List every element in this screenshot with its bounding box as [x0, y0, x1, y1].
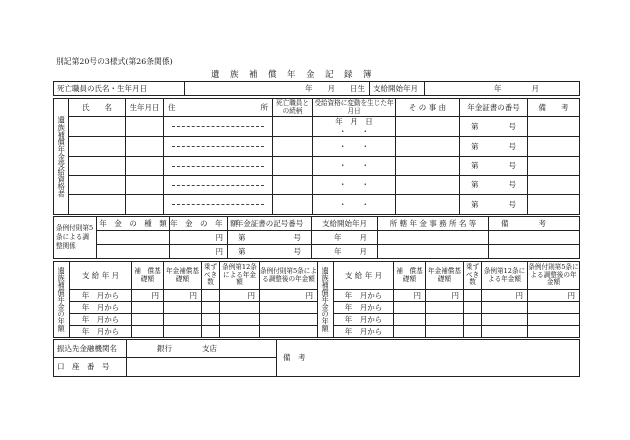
- pension-office-header: 所 轄 年 金 事 務 所 名 等: [378, 217, 489, 231]
- change-date-header: 受給資格に変動を生じた年月日: [314, 98, 394, 115]
- note-cell[interactable]: [528, 117, 580, 137]
- birth-cell[interactable]: [126, 137, 164, 157]
- start-ym-field[interactable]: 年 月: [425, 82, 580, 96]
- art5-cell[interactable]: 円: [528, 290, 580, 302]
- note-cell[interactable]: [489, 245, 580, 259]
- reason-cell[interactable]: [396, 157, 460, 176]
- relation-cell[interactable]: [273, 137, 313, 157]
- art12-header: 条例第12条による年金額: [482, 262, 528, 290]
- base-cell[interactable]: [394, 314, 426, 326]
- note-cell[interactable]: [489, 231, 580, 245]
- period-cell[interactable]: 年 月から: [70, 290, 132, 302]
- eligible-row[interactable]: [54, 195, 580, 215]
- eligible-row[interactable]: [54, 137, 580, 157]
- multiplier-header: 乗ずべき数: [202, 262, 220, 290]
- basic-amount-cell[interactable]: [426, 314, 464, 326]
- eligible-side-label: 遺族補償年金受給資格者: [54, 99, 69, 215]
- name-cell[interactable]: [69, 137, 126, 157]
- form-title: 遺 族 補 償 年 金 記 録 簿: [211, 70, 373, 80]
- annual-row[interactable]: [54, 314, 318, 326]
- art5-cell[interactable]: [528, 314, 580, 326]
- eligible-table: [53, 98, 580, 215]
- basic-amount-header: 年金補償基礎額: [426, 262, 464, 290]
- basic-amount-header: 年金補償基礎額: [164, 262, 202, 290]
- bank-note-cell[interactable]: [277, 340, 580, 377]
- reason-cell[interactable]: [396, 176, 460, 195]
- annual-table-left: [53, 261, 318, 338]
- base-cell[interactable]: [394, 326, 426, 338]
- change-date-cell[interactable]: ・ ・: [313, 195, 396, 215]
- art5-header: 条例付則第5条による調整後の年金額: [260, 262, 318, 290]
- base-cell[interactable]: [132, 326, 164, 338]
- base-cell[interactable]: 円: [394, 290, 426, 302]
- note-cell[interactable]: [528, 176, 580, 195]
- note-cell[interactable]: [528, 195, 580, 215]
- deceased-table: [53, 81, 580, 96]
- base-header: 補 償基礎額: [394, 262, 426, 290]
- address-cell[interactable]: [164, 157, 273, 176]
- period-header: 支 給 年 月: [334, 262, 394, 290]
- annual-row[interactable]: [318, 290, 580, 302]
- office-cell[interactable]: [378, 231, 489, 245]
- address-cell[interactable]: [164, 176, 273, 195]
- birth-cell[interactable]: [126, 117, 164, 137]
- name-cell[interactable]: [69, 195, 126, 215]
- cert-no-cell[interactable]: 第 号: [460, 117, 528, 137]
- reason-cell[interactable]: [396, 137, 460, 157]
- adjustment-row[interactable]: [54, 245, 580, 259]
- birth-cell[interactable]: [126, 157, 164, 176]
- start-ym-label: 支給開始年月: [370, 82, 425, 96]
- birth-date-field[interactable]: 年 月 日生: [185, 82, 370, 96]
- deceased-label: 死亡職員の氏名・生年月日: [54, 82, 185, 96]
- art5-cell[interactable]: [528, 326, 580, 338]
- period-cell[interactable]: 年 月から: [334, 326, 394, 338]
- account-no-label: 口 座 番 号: [54, 358, 127, 377]
- period-cell[interactable]: 年 月から: [334, 314, 394, 326]
- basic-amount-cell[interactable]: 円: [426, 290, 464, 302]
- art5-cell[interactable]: 円: [260, 290, 318, 302]
- annual-row[interactable]: [54, 302, 318, 314]
- annual-side-label: 遺族補償年金の年額: [318, 262, 334, 338]
- art5-cell[interactable]: [260, 326, 318, 338]
- reason-cell[interactable]: [396, 195, 460, 215]
- cert-sign-header: 年金証書の記号番号: [228, 217, 312, 231]
- period-cell[interactable]: 年 月から: [70, 326, 132, 338]
- pension-type-header: 年 金 の 種 類: [97, 217, 170, 231]
- art12-cell[interactable]: 円: [482, 290, 528, 302]
- basic-amount-cell[interactable]: [164, 314, 202, 326]
- period-cell[interactable]: 年 月から: [70, 302, 132, 314]
- art12-cell[interactable]: [482, 314, 528, 326]
- art12-cell[interactable]: [220, 326, 260, 338]
- annual-row[interactable]: [318, 326, 580, 338]
- cert-no-cell[interactable]: 第 号: [460, 137, 528, 157]
- base-cell[interactable]: 円: [132, 290, 164, 302]
- type-cell[interactable]: [97, 231, 170, 245]
- multiplier-header: 乗ずべき数: [464, 262, 482, 290]
- pension-amount-header: 年 金 の 年 額: [170, 217, 228, 231]
- art12-cell[interactable]: [220, 314, 260, 326]
- multiplier-cell[interactable]: [202, 290, 220, 302]
- multiplier-cell[interactable]: [464, 302, 482, 314]
- art12-cell[interactable]: [482, 326, 528, 338]
- name-cell[interactable]: [69, 117, 126, 137]
- address-header: 住 所: [164, 99, 273, 117]
- start-cell[interactable]: 年 月: [312, 245, 378, 259]
- reason-cell[interactable]: [396, 117, 460, 137]
- eligible-row[interactable]: [54, 157, 580, 176]
- art12-cell[interactable]: [482, 302, 528, 314]
- annual-row[interactable]: [54, 290, 318, 302]
- base-cell[interactable]: [394, 302, 426, 314]
- multiplier-cell[interactable]: [202, 302, 220, 314]
- birth-cell[interactable]: [126, 176, 164, 195]
- account-no-field[interactable]: [127, 358, 277, 377]
- address-cell[interactable]: [164, 137, 273, 157]
- adjustment-side-label: 条例付則第5条による調整関係: [54, 217, 97, 259]
- basic-amount-cell[interactable]: 円: [164, 290, 202, 302]
- change-date-cell[interactable]: ・ ・: [313, 176, 396, 195]
- cert-cell[interactable]: 第 号: [228, 231, 312, 245]
- multiplier-cell[interactable]: [202, 314, 220, 326]
- note-cell[interactable]: [528, 137, 580, 157]
- adjustment-row[interactable]: [54, 231, 580, 245]
- art5-cell[interactable]: [528, 302, 580, 314]
- change-date-cell[interactable]: ・ ・: [313, 157, 396, 176]
- art12-cell[interactable]: 円: [220, 290, 260, 302]
- basic-amount-cell[interactable]: [164, 326, 202, 338]
- name-cell[interactable]: [69, 176, 126, 195]
- adjustment-table: [53, 216, 580, 259]
- period-cell[interactable]: 年 月から: [70, 314, 132, 326]
- name-cell[interactable]: [69, 157, 126, 176]
- period-cell[interactable]: 年 月から: [334, 302, 394, 314]
- art12-header: 条例第12条による年金額: [220, 262, 260, 290]
- period-header: 支 給 年 月: [70, 262, 132, 290]
- annual-side-label: 遺族補償年金の年額: [54, 262, 70, 338]
- multiplier-cell[interactable]: [464, 290, 482, 302]
- amount-cell[interactable]: 円: [170, 245, 228, 259]
- bank-table: [53, 339, 580, 377]
- address-cell[interactable]: [164, 117, 273, 137]
- birth-header: 生年月日: [126, 99, 164, 117]
- change-date-cell[interactable]: 年 月 日 ・ ・: [313, 117, 396, 137]
- art5-cell[interactable]: [260, 302, 318, 314]
- multiplier-cell[interactable]: [464, 326, 482, 338]
- cert-cell[interactable]: 第 号: [228, 245, 312, 259]
- basic-amount-cell[interactable]: [164, 302, 202, 314]
- reason-header: そ の 事 由: [396, 99, 460, 117]
- cert-no-header: 年金証書の番号: [460, 99, 528, 117]
- annual-table-right: [317, 261, 580, 338]
- form-reference: 別記第20号の3様式(第26条関係): [56, 57, 173, 66]
- relation-cell[interactable]: [273, 195, 313, 215]
- eligible-row[interactable]: [54, 176, 580, 195]
- adjust-note-header: 備 考: [489, 217, 580, 231]
- annual-row[interactable]: [318, 302, 580, 314]
- bank-note-label: 備 考: [283, 353, 306, 363]
- period-cell[interactable]: 年 月から: [334, 290, 394, 302]
- cert-no-cell[interactable]: 第 号: [460, 176, 528, 195]
- type-cell[interactable]: [97, 245, 170, 259]
- multiplier-cell[interactable]: [464, 314, 482, 326]
- art5-cell[interactable]: [260, 314, 318, 326]
- relation-cell[interactable]: [273, 117, 313, 137]
- annual-row[interactable]: [54, 326, 318, 338]
- multiplier-cell[interactable]: [202, 326, 220, 338]
- name-header: 氏 名: [69, 99, 126, 117]
- relation-header: 死亡職員との続柄: [273, 99, 313, 117]
- cert-no-cell[interactable]: 第 号: [460, 157, 528, 176]
- basic-amount-cell[interactable]: [426, 302, 464, 314]
- annual-row[interactable]: [318, 314, 580, 326]
- birth-cell[interactable]: [126, 195, 164, 215]
- bank-inst-label: 振込先金融機関名: [54, 340, 127, 358]
- relation-cell[interactable]: [273, 176, 313, 195]
- note-header: 備 考: [528, 99, 580, 117]
- office-cell[interactable]: [378, 245, 489, 259]
- start-cell[interactable]: 年 月: [312, 231, 378, 245]
- base-cell[interactable]: [132, 314, 164, 326]
- base-header: 補 償基礎額: [132, 262, 164, 290]
- relation-cell[interactable]: [273, 157, 313, 176]
- bank-branch-field[interactable]: 銀行 支店: [127, 340, 277, 358]
- basic-amount-cell[interactable]: [426, 326, 464, 338]
- address-cell[interactable]: [164, 195, 273, 215]
- note-cell[interactable]: [528, 157, 580, 176]
- adjust-start-header: 支給開始年月: [312, 217, 378, 231]
- amount-cell[interactable]: 円: [170, 231, 228, 245]
- art12-cell[interactable]: [220, 302, 260, 314]
- base-cell[interactable]: [132, 302, 164, 314]
- cert-no-cell[interactable]: 第 号: [460, 195, 528, 215]
- art5-header: 条例付則第5条による調整後の年金額: [528, 262, 580, 290]
- change-date-cell[interactable]: ・ ・: [313, 137, 396, 157]
- eligible-row[interactable]: [54, 117, 580, 137]
